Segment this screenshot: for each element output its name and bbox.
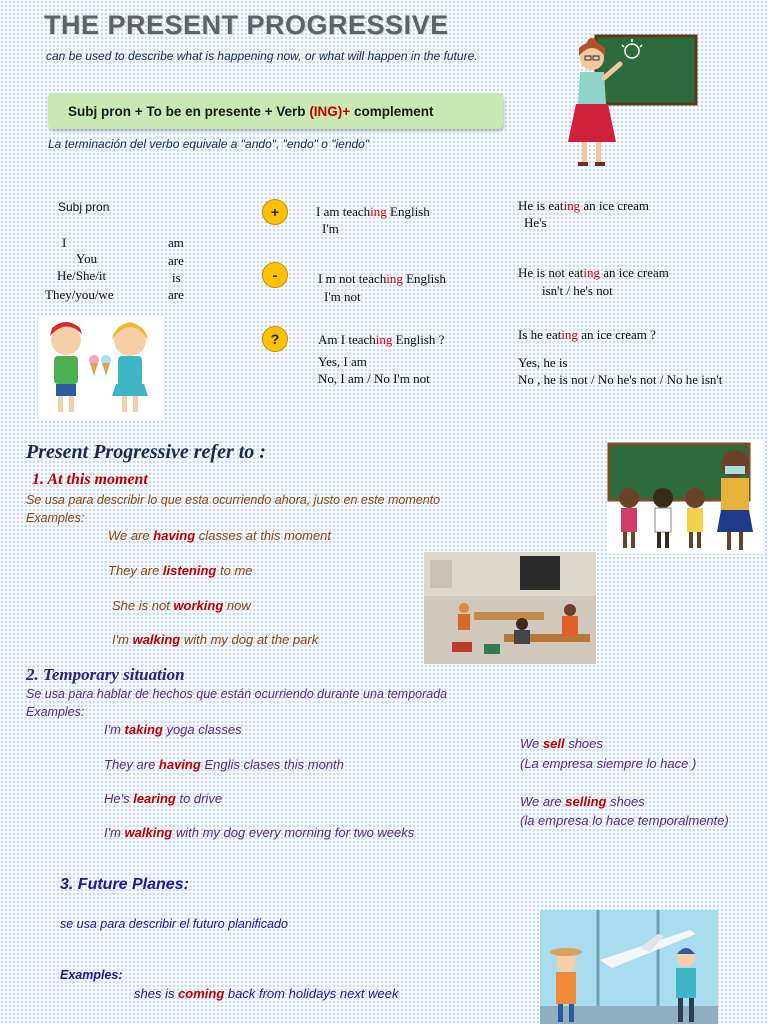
contrast-note: (la empresa lo hace temporalmente)	[520, 813, 729, 828]
examples-label: Examples:	[26, 511, 85, 525]
contrast-note: (La empresa siempre lo hace )	[520, 756, 697, 771]
verb-ing: walking	[132, 632, 181, 647]
ing-suffix: ing	[583, 265, 600, 280]
classroom-image	[607, 440, 763, 554]
examples-label: Examples:	[26, 705, 85, 719]
ing-suffix: ing	[375, 332, 393, 347]
text: English	[386, 204, 430, 219]
positive-short: He's	[524, 215, 547, 230]
positive-example	[316, 204, 430, 220]
verb-ing: coming	[178, 986, 225, 1001]
section-3-title: 3. Future Planes:	[60, 876, 189, 893]
question-sign-badge: ?	[262, 326, 288, 352]
positive-short: I'm	[322, 221, 339, 236]
text: yoga classes	[162, 722, 242, 737]
pronoun: I	[62, 235, 67, 250]
ing-suffix: ing	[386, 271, 403, 286]
text: shoes	[564, 736, 603, 751]
text: They are	[108, 563, 163, 578]
example-sentence	[104, 825, 414, 840]
answer-no: No , he is not / No he's not / No he isn't	[518, 372, 723, 387]
example-sentence	[104, 757, 344, 772]
section-1-description: Se usa para describir lo que esta ocurriendo ahora, justo en este momento	[26, 493, 441, 507]
be-form: are	[168, 253, 184, 268]
text: shoes	[606, 794, 645, 809]
be-form: is	[172, 270, 181, 285]
example-sentence	[134, 986, 398, 1001]
section-2-title: 2. Temporary situation	[26, 665, 185, 684]
text: She is not	[112, 598, 174, 613]
section-heading: Present Progressive refer to :	[26, 441, 266, 463]
question-example	[318, 332, 444, 348]
be-form: am	[168, 235, 184, 250]
verb-ing: taking	[124, 722, 163, 737]
office-image	[424, 552, 596, 664]
text: I am teach	[316, 204, 371, 219]
ing-suffix: ing	[561, 327, 578, 342]
termination-note: La terminación del verbo equivale a "ando", "endo" o "iendo"	[48, 137, 370, 151]
text: I'm	[104, 722, 125, 737]
text: with my dog at the park	[180, 632, 319, 647]
travel-image	[540, 910, 718, 1024]
negative-example	[318, 271, 446, 287]
section-1-title: 1. At this moment	[32, 471, 148, 488]
text: English	[402, 271, 446, 286]
text: now	[223, 598, 251, 613]
text: to drive	[175, 791, 223, 806]
section-3-description: se usa para describir el futuro planificado	[60, 917, 288, 931]
negative-short: isn't / he's not	[542, 283, 613, 298]
text: They are	[104, 757, 159, 772]
plus-sign-badge: +	[262, 199, 288, 225]
pronoun: You	[76, 251, 98, 266]
text: Is he eat	[518, 327, 562, 342]
example-sentence	[112, 632, 318, 647]
verb-ing: learing	[133, 791, 176, 806]
text: to me	[216, 563, 253, 578]
question-example	[518, 327, 656, 343]
pronoun: He/She/it	[57, 268, 107, 283]
negative-example	[518, 265, 669, 281]
formula-ing: (ING)+	[309, 103, 351, 119]
text: with my dog every morning for two weeks	[172, 825, 415, 840]
verb-ing: working	[173, 598, 224, 613]
text: I'm	[104, 825, 125, 840]
text: English ?	[392, 332, 445, 347]
answer-no: No, I am / No I'm not	[318, 371, 430, 386]
subj-pron-header: Subj pron	[58, 200, 110, 214]
text: back from holidays next week	[224, 986, 399, 1001]
text: He is eat	[518, 198, 564, 213]
text: I'm	[112, 632, 133, 647]
minus-sign-badge: -	[262, 262, 288, 288]
text: I m not teach	[318, 271, 387, 286]
text: We are	[520, 794, 566, 809]
examples-label: Examples:	[60, 968, 123, 982]
kids-ice-cream-image	[38, 316, 164, 420]
ing-suffix: ing	[563, 198, 581, 213]
verb-ing: having	[158, 757, 201, 772]
be-form: are	[168, 287, 184, 302]
page-title: THE PRESENT PROGRESSIVE	[44, 10, 449, 40]
text: We	[520, 736, 543, 751]
text: classes at this moment	[195, 528, 332, 543]
answer-yes: Yes, he is	[518, 355, 568, 370]
example-sentence	[108, 528, 331, 543]
verb-ing: having	[153, 528, 196, 543]
text: an ice cream	[599, 265, 669, 280]
text: shes is	[134, 986, 179, 1001]
text: Englis clases this month	[200, 757, 344, 772]
positive-example	[518, 198, 649, 214]
formula-box	[48, 93, 503, 129]
text: He is not eat	[518, 265, 584, 280]
contrast-example	[520, 736, 603, 751]
contrast-example	[520, 794, 645, 809]
text: an ice cream	[580, 198, 650, 213]
teacher-image	[560, 34, 698, 174]
text: an ice cream ?	[577, 327, 656, 342]
formula-part: Subj pron + To be en presente + Verb	[68, 103, 310, 119]
verb-ing: selling	[565, 794, 607, 809]
text: Am I teach	[318, 332, 376, 347]
text: He's	[104, 791, 134, 806]
example-sentence	[108, 563, 253, 578]
formula-part: complement	[350, 103, 434, 119]
subtitle: can be used to describe what is happening now, or what will happen in the future.	[46, 49, 478, 63]
ing-suffix: ing	[370, 204, 387, 219]
example-sentence	[112, 598, 251, 613]
text: We are	[108, 528, 154, 543]
section-2-description: Se usa para hablar de hechos que están ocurriendo durante una temporada	[26, 687, 448, 701]
negative-short: I'm not	[324, 289, 361, 304]
answer-yes: Yes, I am	[318, 354, 367, 369]
verb-ing: listening	[162, 563, 217, 578]
verb-ing: walking	[124, 825, 173, 840]
example-sentence	[104, 722, 242, 737]
pronoun: They/you/we	[45, 287, 114, 302]
example-sentence	[104, 791, 222, 806]
verb: sell	[542, 736, 565, 751]
